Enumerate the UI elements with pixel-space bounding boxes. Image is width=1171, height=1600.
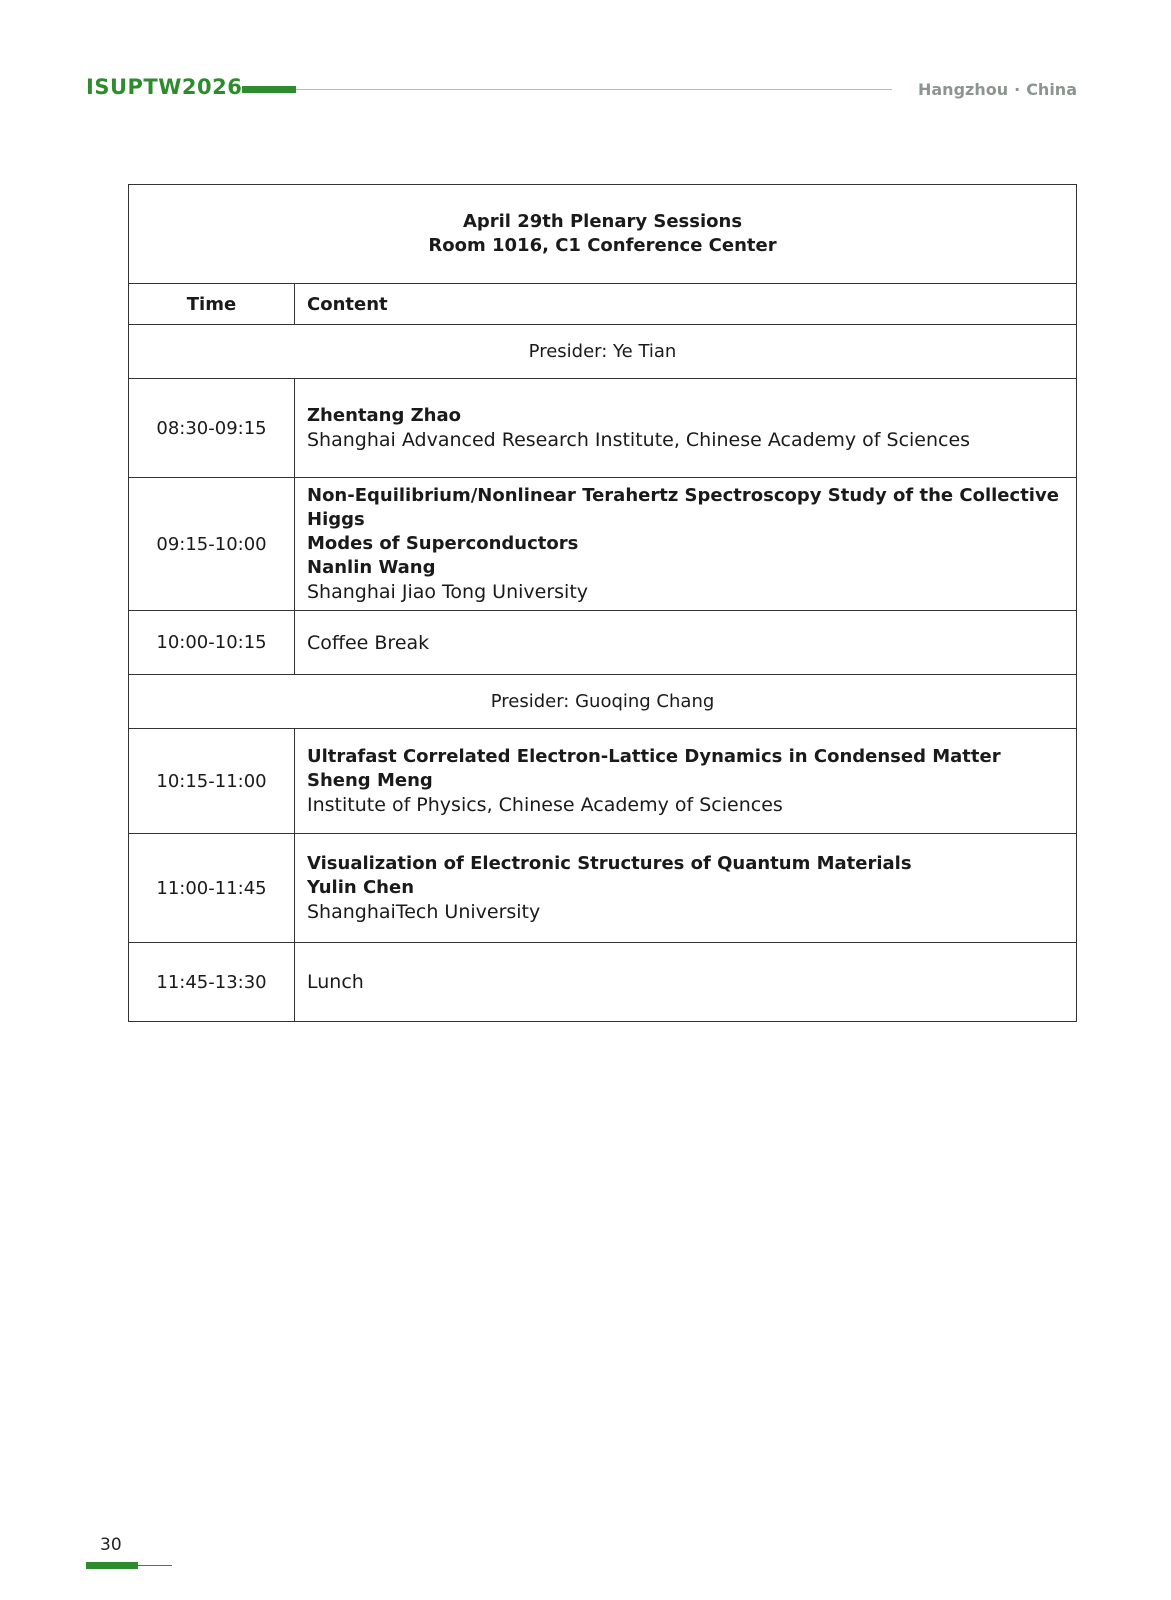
time-cell: 11:45-13:30	[129, 943, 295, 1022]
break-label: Lunch	[307, 971, 364, 993]
table-row	[129, 478, 1077, 611]
location-city: Hangzhou	[917, 80, 1009, 99]
table-row	[129, 379, 1077, 478]
column-header-content: Content	[295, 284, 1077, 325]
talk-title-line2: Modes of Superconductors	[307, 533, 579, 554]
time-cell: 09:15-10:00	[129, 478, 295, 611]
schedule-table	[128, 184, 1077, 1022]
location-separator: ·	[1014, 80, 1021, 99]
table-title	[129, 185, 1077, 284]
footer-accent-bar	[86, 1562, 138, 1569]
column-header-time: Time	[129, 284, 295, 325]
talk-title: Visualization of Electronic Structures of Quantum Materials	[307, 853, 912, 874]
header-brand: ISUPTW2026	[86, 75, 243, 99]
header-accent-bar	[242, 86, 296, 93]
table-row	[129, 729, 1077, 834]
session-title: April 29th Plenary Sessions	[462, 211, 743, 232]
talk-title-line1: Non-Equilibrium/Nonlinear Terahertz Spectroscopy Study of the Collective Higgs	[307, 485, 1059, 530]
time-cell: 08:30-09:15	[129, 379, 295, 478]
content-cell	[295, 478, 1077, 611]
location-country: China	[1026, 80, 1077, 99]
presider-row: Presider: Guoqing Chang	[129, 675, 1077, 729]
content-cell	[295, 943, 1077, 1022]
table-row	[129, 834, 1077, 943]
page-number: 30	[100, 1535, 122, 1555]
content-cell	[295, 379, 1077, 478]
content-cell	[295, 729, 1077, 834]
content-cell	[295, 611, 1077, 675]
session-room: Room 1016, C1 Conference Center	[428, 235, 777, 256]
affiliation: Institute of Physics, Chinese Academy of Sciences	[307, 794, 783, 816]
speaker-name: Sheng Meng	[307, 770, 433, 791]
speaker-name: Yulin Chen	[307, 877, 415, 898]
speaker-name: Nanlin Wang	[307, 557, 436, 578]
affiliation: ShanghaiTech University	[307, 901, 541, 923]
content-cell	[295, 834, 1077, 943]
break-label: Coffee Break	[307, 631, 430, 654]
affiliation: Shanghai Advanced Research Institute, Chinese Academy of Sciences	[307, 429, 971, 451]
header-location	[918, 80, 1077, 99]
time-cell: 10:15-11:00	[129, 729, 295, 834]
speaker-name: Zhentang Zhao	[307, 405, 461, 426]
table-row	[129, 611, 1077, 675]
time-cell: 11:00-11:45	[129, 834, 295, 943]
affiliation: Shanghai Jiao Tong University	[307, 581, 589, 603]
footer-rule	[138, 1565, 172, 1566]
header-rule	[296, 89, 892, 90]
time-cell: 10:00-10:15	[129, 611, 295, 675]
talk-title: Ultrafast Correlated Electron-Lattice Dynamics in Condensed Matter	[307, 746, 1001, 767]
presider-row: Presider: Ye Tian	[129, 325, 1077, 379]
table-row	[129, 943, 1077, 1022]
